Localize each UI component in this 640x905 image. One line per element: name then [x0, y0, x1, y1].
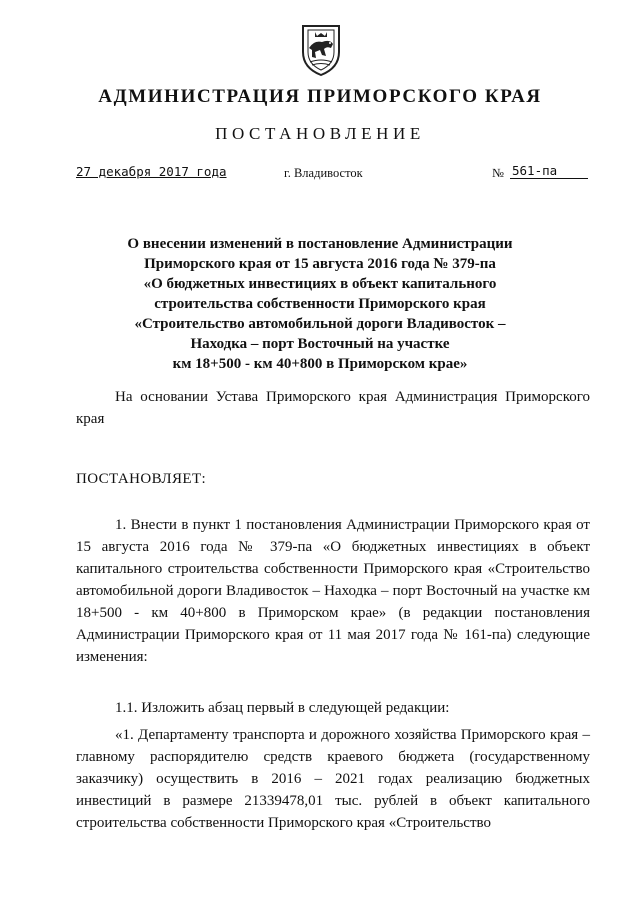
document-type: ПОСТАНОВЛЕНИЕ	[215, 124, 425, 143]
basis-paragraph: На основании Устава Приморского края Администрация Приморского края	[76, 389, 590, 427]
subject-line: Находка – порт Восточный на участке	[190, 336, 450, 352]
organization-title: АДМИНИСТРАЦИЯ ПРИМОРСКОГО КРАЯ	[98, 86, 542, 107]
subject-line: Приморского края от 15 августа 2016 года № 379-па	[144, 256, 496, 272]
number-sign: №	[492, 166, 504, 180]
paragraph-1: 1. Внести в пункт 1 постановления Администрации Приморского края от 15 августа 2016 года № 379-па «О бюджетных инвестициях в объект капитального строительства собственности Приморского края «Строительство автомобильной дороги Владивосток – Находка – порт Восточный на участке км 18+500 - км 40+800 в Приморском крае» (в редакции постановления Администрации Приморского края от 11 мая 2017 года № 161-па) следующие изменения:	[76, 517, 590, 665]
quoted-paragraph: «1. Департаменту транспорта и дорожного хозяйства Приморского края – главному распорядителю средств краевого бюджета (государственному заказчику) осуществить в 2016 – 2021 годах реализацию бюджетных инвестиций в размере 21339478,01 тыс. рублей в объект капитального строительства собственности Приморского края «Строительство	[76, 727, 590, 831]
decree-heading: ПОСТАНОВЛЯЕТ:	[76, 471, 207, 487]
subject-line: «О бюджетных инвестициях в объект капитального	[143, 276, 497, 292]
paragraph-1-1: 1.1. Изложить абзац первый в следующей редакции:	[115, 700, 450, 716]
document-number: 561-па	[510, 163, 588, 179]
subject-line: «Строительство автомобильной дороги Владивосток –	[134, 316, 506, 332]
document-subject	[60, 234, 580, 374]
subject-line: О внесении изменений в постановление Администрации	[127, 236, 513, 252]
document-city: г. Владивосток	[284, 166, 363, 180]
subject-line: км 18+500 - км 40+800 в Приморском крае»	[172, 356, 468, 372]
document-date: 27 декабря 2017 года	[76, 164, 227, 179]
subject-line: строительства собственности Приморского края	[154, 296, 486, 312]
coat-of-arms-icon	[300, 22, 342, 78]
